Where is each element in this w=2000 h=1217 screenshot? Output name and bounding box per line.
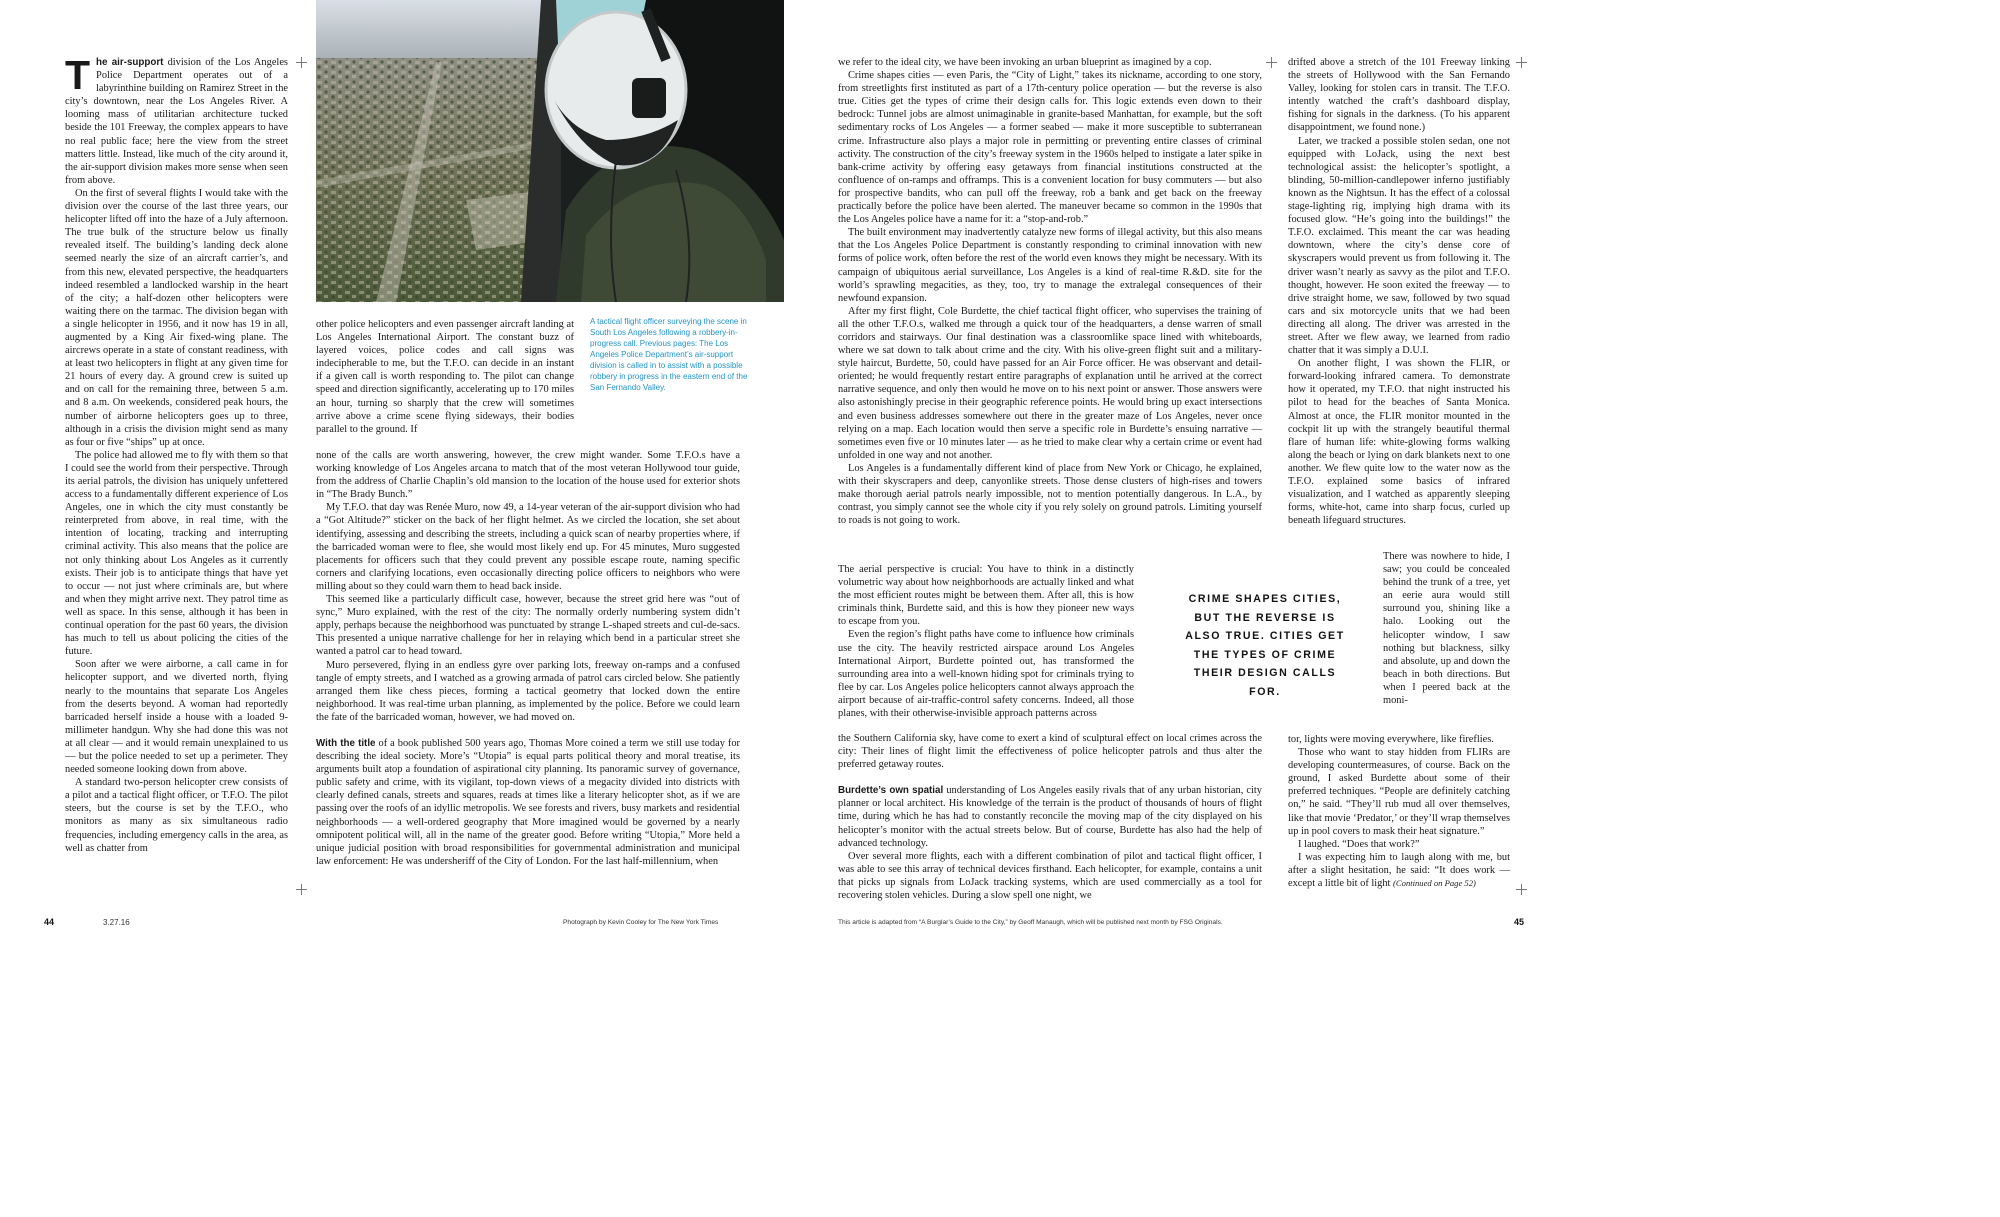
paragraph: A standard two-person helicopter crew consists of a pilot and a tactical flight officer, or T.F.O. The pilot steers, but the course is set by the T.F.O., who monitors as many as six simultaneous radio frequencies, including emergency calls in the area, as well as chatter from [65, 777, 288, 854]
paragraph: On another flight, I was shown the FLIR, or forward-looking infrared camera. To demonstrate how it operated, my T.F.O. that night instructed his pilot to head for the beaches of Santa Monica. Almost at once, the FLIR monitor mounted in the cockpit lit up with the strangely beautiful thermal flare of human life: white-glowing forms walking along the beach or lying on dark blankets next to one another. We flew quite low to the water now as the T.F.O. explained some basics of infrared visualization, and I watched as apparently sleeping forms, white-hot, came into sharp focus, curled up beneath lifeguard structures. [1288, 358, 1510, 527]
paragraph: the Southern California sky, have come to exert a kind of sculptural effect on local crimes across the city: Their lines of flight limit the effectiveness of police helicopter patrols and thus alter the preferred getaway routes. [838, 733, 1262, 771]
left-column-2-top [316, 318, 574, 436]
registration-mark [296, 57, 307, 68]
paragraph-text: I was expecting him to laugh along with me, but after a slight hesitation, he said: “It does work — except a little bit of light [1288, 851, 1510, 890]
left-page-number: 44 [44, 917, 55, 927]
paragraph: The aerial perspective is crucial: You have to think in a distinctly volumetric way about how neighborhoods are actually linked and what the most efficient routes might be between them. After all, this is how criminals think, Burdette said, and this is how they pioneer new ways to escape from you. [838, 564, 1134, 628]
issue-date: 3.27.16 [103, 918, 130, 927]
paragraph: After my first flight, Cole Burdette, the chief tactical flight officer, who supervises the training of all the other T.F.O.s, walked me through a quick tour of the headquarters, a dense warren of small corridors and stairways. Our final destination was a classroomlike space lined with whiteboards, where we sat down to talk about crime and the city. With his olive-green flight suit and a military-style haircut, Burdette, 50, could have passed for an Air Force officer. He was observant and detail-oriented; he would frequently restart entire paragraphs of explanation until he arrived at the correct narrative sequence, and only then would he move on to his next point or answer. Those answers were also astonishingly precise in their geographic reference points. He would bring up exact intersections and even business addresses somewhere out there in the greater maze of Los Angeles, never once relying on a map. Each location would then serve a specific role in Burdette’s ensuing narrative — sometimes even five or 10 minutes later — as he tried to make clear why a certain crime or event had unfolded in one way and not another. [838, 305, 1262, 461]
right-page-number: 45 [1514, 917, 1525, 927]
paragraph: The police had allowed me to fly with them so that I could see the world from their perspective. Through its aerial patrols, the division has uniquely unfettered access to a fundamentally different experience of Los Angeles, one in which the city must constantly be reinterpreted from above, in real time, with the intention of locating, tracking and interrupting criminal activity. This also means that the police are not only thinking about Los Angeles as it currently exists. Their job is to anticipate things that have yet to occur — not just where criminals are, but where and when they might arrive next. They patrol time as well as space. In this sense, although it has been in continual operation for the past 60 years, the division has much to tell us about policing the cities of the future. [65, 449, 288, 658]
section-paragraph [316, 737, 740, 868]
paragraph: There was nowhere to hide, I saw; you could be concealed behind the trunk of a tree, yet an eerie aura would still surround you, shining like a halo. Looking out the helicopter window, I saw nothing but blackness, silky and absolute, up and down the beach in both directions. But when I peered back at the moni- [1383, 551, 1510, 707]
paragraph: drifted above a stretch of the 101 Freeway linking the streets of Hollywood with the San Fernando Valley, looking for stolen cars in transit. The T.F.O. intently watched the craft’s dashboard display, fishing for signals in the darkness. (To his apparent disappointment, we found none.) [1288, 57, 1510, 134]
paragraph-text: division of the Los Angeles Police Department operates out of a labyrinthine building on Ramirez Street in the city’s downtown, near the Los Angeles River. A looming mass of utilitarian architecture tucked beside the 101 Freeway, the complex appears to have no real public face; here the view from the street matters little. Instead, like much of the city around it, the air-support division makes more sense when seen from above. [65, 57, 288, 186]
hero-photo [316, 0, 784, 302]
right-column-1-bottom [838, 732, 1262, 902]
section-run-in: Burdette’s own spatial [838, 785, 944, 797]
registration-mark [1266, 57, 1277, 68]
paragraph: Soon after we were airborne, a call came in for helicopter support, and we diverted north, flying nearly to the mountains that separate Los Angeles from the deserts beyond. A woman had reportedly barricaded herself inside a house with a loaded 9-millimeter handgun. Why she had done this was not at all clear — and it would remain unexplained to us — but the police needed to set up a perimeter. They needed someone looking down from above. [65, 659, 288, 776]
right-column-2-narrow [1383, 550, 1510, 707]
right-column-2-bottom [1288, 733, 1510, 890]
paragraph: I laughed. “Does that work?” [1298, 838, 1420, 850]
paragraph: tor, lights were moving everywhere, like fireflies. [1288, 734, 1494, 745]
paragraph: On the first of several flights I would take with the division over the course of the last three years, our helicopter lifted off into the haze of a July afternoon. The true bulk of the structure below us finally revealed itself. The building’s landing deck alone seemed nearly the size of an aircraft carrier’s, and from this new, elevated perspective, the headquarters indeed resembled a landlocked warship in the heart of the city; a half-dozen other helicopters were waiting there on the tarmac. The division began with a single helicopter in 1956, and it now has 19 in all, augmented by a King Air fixed-wing plane. The aircrews operate in a state of constant readiness, with at least two helicopters in flight at any given time for 21 hours of every day. A ground crew is suited up and on call for the remaining three, between 5 a.m. and 8 a.m. On weekends, considered peak hours, the number of airborne helicopters goes up to three, although in a crisis the division might send as many as four or five “ships” up at once. [65, 187, 288, 448]
right-column-2 [1288, 56, 1510, 527]
paragraph: Those who want to stay hidden from FLIRs are developing countermeasures, of course. Back on the ground, I asked Burdette about some of their preferred techniques. “People are definitely catching on,” he said. “They’ll rub mud all over themselves, like that movie ‘Predator,’ or they’ll wrap themselves up in pool covers to mask their heat signature.” [1288, 747, 1510, 837]
helicopter-photo-illustration [316, 0, 784, 302]
section-run-in: With the title [316, 737, 376, 749]
pull-quote: CRIME SHAPES CITIES, BUT THE REVERSE IS ALSO TRUE. CITIES GET THE TYPES OF CRIME THEIR DESIGN CALLS FOR. [1185, 593, 1345, 698]
adaptation-note: This article is adapted from “A Burglar’s Guide to the City,” by Geoff Manaugh, which will be published next month by FSG Originals. [838, 919, 1223, 926]
photo-credit: Photograph by Kevin Cooley for The New York Times [563, 919, 719, 926]
paragraph: Even the region’s flight paths have come to influence how criminals use the city. The heavily restricted airspace around Los Angeles International Airport, Burdette pointed out, has transformed the surrounding area into a well-known hiding spot for criminals trying to flee by car. Los Angeles police helicopters cannot always approach the airport because of air-traffic-control safety concerns. Indeed, all those planes, with their otherwise-invisible approach patterns across [838, 629, 1134, 720]
registration-mark [1516, 57, 1527, 68]
right-column-1-top [838, 56, 1262, 527]
paragraph-text: understanding of Los Angeles easily rivals that of any urban historian, city planner or local architect. His knowledge of the terrain is the product of thousands of hours of flight time, during which he has had to constantly reconcile the moving map of the city displayed on his helicopter’s monitor with the actual streets below. But of course, Burdette has also had the help of advanced technology. [838, 785, 1262, 849]
registration-mark [1516, 884, 1527, 895]
drop-cap: T [65, 56, 91, 98]
registration-mark [296, 884, 307, 895]
paragraph: The built environment may inadvertently catalyze new forms of illegal activity, but this also means that the Los Angeles Police Department is constantly responding to criminal innovation with new forms of police work, often before the rest of the world even knows they might be necessary. With its campaign of ubiquitous aerial surveillance, Los Angeles is a kind of real-time R.&D. site for the world’s sprawling megacities, as they, too, try to manage the extralegal consequences of their newfound expansion. [838, 227, 1262, 304]
paragraph: none of the calls are worth answering, however, the crew might wander. Some T.F.O.s have a working knowledge of Los Angeles arcana to match that of the most veteran Hollywood tour guide, from the address of Charlie Chaplin’s old mansion to the location of the house used for exterior shots in “The Brady Bunch.” [316, 450, 740, 501]
opening-paragraph [65, 56, 288, 187]
paragraph: Crime shapes cities — even Paris, the “City of Light,” takes its nickname, according to one story, from streetlights first instituted as part of a 17th-century police operation — but the reverse is also true. Cities get the types of crime their design calls for. This logic extends even down to their bedrock: Tunnel jobs are almost unimaginable in granite-based Manhattan, for example, but the soft sedimentary rocks of Los Angeles — a former seabed — make it more susceptible to subterranean crime. Infrastructure also plays a major role in permitting or preventing entire classes of criminal activity. The construction of the city’s freeway system in the 1960s helped to instigate a later spike in bank-crime activity by offering easy getaways from financial institutions constructed at the confluence of on-ramps and offramps. This is a convenient location for busy commuters — but also for prospective bandits, who can pull off the freeway, rob a bank and get back on the freeway practically before the police have been alerted. The maneuver became so common in the 1990s that the Los Angeles police have a name for it: a “stop-and-rob.” [838, 70, 1262, 226]
continued-note: (Continued on Page 52) [1393, 878, 1476, 889]
paragraph [1288, 851, 1510, 890]
lead-in: he air-support [96, 57, 164, 68]
photo-caption: A tactical flight officer surveying the scene in South Los Angeles following a robbery-in-progress call. Previous pages: The Los Angeles Police Department’s air-support division is called in to assist with a possible robbery in progress in the eastern end of the San Fernando Valley. [590, 317, 748, 392]
left-column-1 [65, 56, 288, 912]
paragraph: Over several more flights, each with a different combination of pilot and tactical flight officer, I was able to see this array of technical devices firsthand. Each helicopter, for example, contains a unit that picks up signals from LoJack tracking systems, which are used commercially as a tool for recovering stolen vehicles. During a slow spell one night, we [838, 850, 1262, 902]
paragraph: Los Angeles is a fundamentally different kind of place from New York or Chicago, he explained, with their skyscrapers and deep, canyonlike streets. Those dense clusters of high-rises and towers make thorough aerial patrols nearly impossible, not to mention potentially dangerous. In L.A., by contrast, you simply cannot see the whole city if you rely solely on ground patrols. Limiting yourself to roads is not going to work. [838, 462, 1262, 527]
section-paragraph [838, 784, 1262, 849]
paragraph: other police helicopters and even passenger aircraft landing at Los Angeles International Airport. The constant buzz of layered voices, police codes and call signs was indecipherable to me, but the T.F.O. can decide in an instant if a given call is worth responding to. The pilot can change speed and direction significantly, accelerating up to 170 miles an hour, turning so sharply that the crew will sometimes arrive above a crime scene flying sideways, their bodies parallel to the ground. If [316, 319, 574, 435]
paragraph: Later, we tracked a possible stolen sedan, one not equipped with LoJack, using the next best technological assist: the helicopter’s spotlight, a blinding, 50-million-candlepower inferno justifiably known as the Nightsun. It has the effect of a colossal stage-lighting rig, implying high drama with its focused glow. “He’s going into the buildings!” the T.F.O. exclaimed. This meant the car was heading downtown, where the city’s dense core of skyscrapers would prevent us from following it. The driver wasn’t nearly as savvy as the pilot and T.F.O. thought, however. He soon exited the freeway — to drive straight home, we saw, followed by two squad cars and six motorcycle units that we had been directing all along. The driver was arrested in the street. After we flew away, we learned from radio chatter that it was simply a D.U.I. [1288, 135, 1510, 357]
paragraph: My T.F.O. that day was Renée Muro, now 49, a 14-year veteran of the air-support division who had a “Got Altitude?” sticker on the back of her flight helmet. As we circled the location, she set about identifying, assessing and describing the streets, including a quick scan of nearby properties where, if the barricaded woman were to flee, she would most likely end up. For 45 minutes, Muro suggested placements for officers such that they could prevent any possible escape route, naming specific corners and clarifying locations, even occasionally directing police officers to neighbors who were milling about so they could warn them to head back inside. [316, 502, 740, 592]
paragraph: Muro persevered, flying in an endless gyre over parking lots, freeway on-ramps and a confused tangle of empty streets, and I watched as a growing armada of patrol cars circled below. She patiently arranged them like chess pieces, forming a tactical geometry that locked down the entire neighborhood. It was real-time urban planning, as implemented by the police. Before we could learn the fate of the barricaded woman, however, we had moved on. [316, 659, 740, 723]
left-column-2-wide [316, 449, 740, 868]
paragraph: This seemed like a particularly difficult case, however, because the street grid here was “out of sync,” Muro explained, with the rest of the city: The normally orderly numbering system didn’t apply, perhaps because the neighborhood was punctuated by strange L-shaped streets and cul-de-sacs. This presented a unique narrative challenge for her in relaying which bend in a particular street she wanted a patrol car to head toward. [316, 594, 740, 658]
paragraph: we refer to the ideal city, we have been invoking an urban blueprint as imagined by a cop. [838, 57, 1212, 68]
paragraph-text: of a book published 500 years ago, Thomas More coined a term we still use today for describing the ideal society. More’s “Utopia” is equal parts political theory and moral treatise, its arguments built atop a foundation of aspirational city planning. Its panoramic survey of governance, public safety and crime, with its vigilant, top-down views of a megacity divided into districts with clearly defined canals, streets and squares, reads at times like a literary helicopter shot, as if we are passing over the roofs of an idyllic metropolis. We see forests and rivers, busy markets and residential neighborhoods — a well-ordered geography that More imagined would be governed by a nearly omnipotent political will, all in the name of the greater good. Before writing “Utopia,” More held a unique judicial position with broad responsibilities for governmental administration and municipal law enforcement: He was undersheriff of the City of London. For the last half-millennium, when [316, 737, 741, 867]
right-column-1-narrow [838, 563, 1134, 720]
